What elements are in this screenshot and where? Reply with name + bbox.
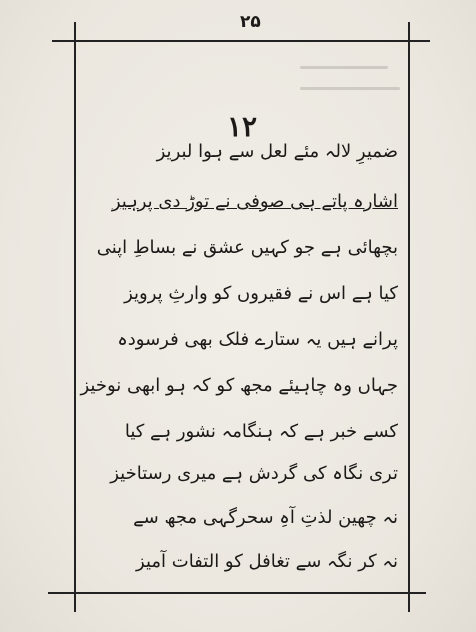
verse-line-9: نہ چھین لذتِ آہِ سحرگہی مجھ سے	[133, 507, 398, 528]
poem-number: ۱۲	[226, 110, 258, 143]
verse-line-2: اشارہ پاتے ہی صوفی نے توڑ دی پرہیز	[111, 191, 398, 212]
left-border-line	[74, 22, 76, 612]
top-border-line	[52, 40, 430, 42]
verse-line-8: تری نگاہ کی گردش ہے میری رستاخیز	[110, 463, 398, 484]
bottom-border-line	[48, 592, 426, 594]
show-through-ink	[300, 66, 400, 114]
verse-line-10: نہ کر نگہ سے تغافل کو التفات آمیز	[136, 551, 398, 572]
right-border-line	[408, 22, 410, 612]
verse-line-7: کسے خبر ہے کہ ہنگامہ نشور ہے کیا	[124, 421, 398, 442]
verse-line-5: پرانے ہیں یہ ستارے فلک بھی فرسودہ	[117, 329, 398, 350]
verse-line-6: جہاں وہ چاہیئے مجھ کو کہ ہو ابھی نوخیز	[80, 375, 398, 396]
verse-line-4: کیا ہے اس نے فقیروں کو وارثِ پرویز	[124, 283, 398, 304]
page-number: ۲۵	[240, 12, 261, 32]
verse-line-1: ضمیرِ لالہ مئے لعل سے ہوا لبریز	[156, 141, 398, 162]
verse-line-3: بچھائی ہے جو کہیں عشق نے بساطِ اپنی	[96, 237, 398, 258]
